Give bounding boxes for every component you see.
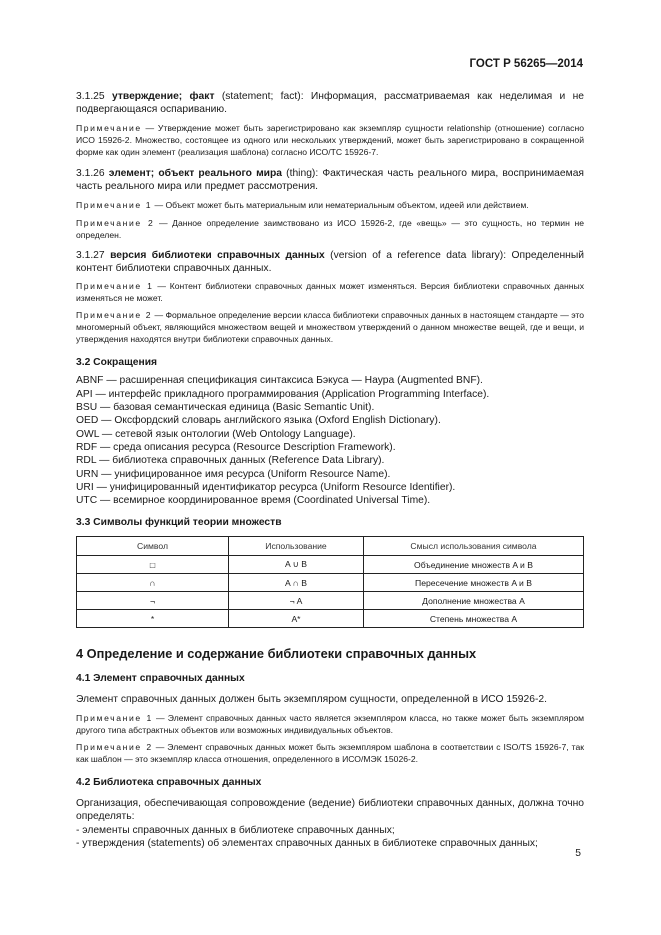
definition-number: 3.1.27 (76, 249, 105, 261)
paragraph: Организация, обеспечивающая сопровождение (ведение) библиотеки справочных данных, должна точно определять: (76, 797, 584, 823)
note-label: Примечание 2 (76, 217, 155, 228)
table-cell: ¬ (77, 592, 229, 610)
table-header: Смысл использования символа (364, 537, 584, 556)
chapter-title: 4 Определение и содержание библиотеки справочных данных (76, 646, 477, 662)
table-row (77, 574, 584, 592)
table-cell: A* (229, 610, 364, 628)
note (76, 712, 584, 736)
list-item: OED — Оксфордский словарь английского языка (Oxford English Dictionary). (76, 415, 441, 427)
note (76, 741, 584, 765)
list-item: UTC — всемирное координированное время (Coordinated Universal Time). (76, 495, 431, 507)
table-cell: Дополнение множества A (364, 592, 584, 610)
note-text: — Элемент справочных данных часто является экземпляром класса, но также может быть экземпляром другого типа абстрактных объектов или возможных индивидуальных объектов. (76, 712, 585, 735)
list-item: OWL — сетевой язык онтологии (Web Ontology Language). (76, 428, 356, 440)
definition-3-1-27 (76, 249, 584, 276)
definition-term: элемент; объект реального мира (108, 167, 283, 179)
table-cell: A ∩ B (229, 574, 364, 592)
table-header: Использование (229, 537, 364, 556)
note-text: — Объект может быть материальным или нематериальным объектом, идеей или действием. (152, 199, 529, 210)
note-label: Примечание 1 (76, 199, 153, 210)
table-row (77, 610, 584, 628)
section-title: 3.2 Сокращения (76, 357, 158, 369)
note-text: — Элемент справочных данных может быть экземпляром шаблона в соответствии с ISO/TS 15926-7, так как шаблон — это экземпляр класса отношения, определенного в ИСО/МЭК 15026-2. (76, 741, 585, 764)
note (76, 280, 584, 304)
table-cell: Степень множества A (364, 610, 584, 628)
note-label: Примечание 2 (76, 310, 153, 321)
list-item: URI — унифицированный идентификатор ресурса (Uniform Resource Identifier). (76, 481, 456, 493)
definition-body: (statement; fact): Информация, рассматриваемая как неделимая и не подвергающаяся оспариванию. (76, 91, 584, 116)
definition-3-1-25 (76, 90, 584, 117)
symbols-table (76, 536, 584, 628)
note (76, 122, 584, 158)
list-item: RDF — среда описания ресурса (Resource Description Framework). (76, 441, 396, 453)
table-header-row (77, 537, 584, 556)
note (76, 199, 584, 211)
table-cell: Объединение множеств A и B (364, 556, 584, 574)
standard-header: ГОСТ Р 56265—2014 (469, 58, 583, 70)
note-text: — Контент библиотеки справочных данных может изменяться. Версия библиотеки справочных данных изменяться не может. (76, 281, 584, 304)
table-cell: A ∪ B (229, 556, 364, 574)
note-text: — Формальное определение версии класса библиотеки справочных данных в настоящем стандарте — это многомерный объект, являющийся множеством вещей и множеством утверждений о данном множестве вещей, где и вещи, и утверждения находятся внутри библиотеки справочных данных. (76, 310, 585, 345)
note (76, 217, 584, 241)
table-row (77, 592, 584, 610)
list-item: API — интерфейс прикладного программирования (Application Programming Interface). (76, 388, 490, 400)
definition-term: версия библиотеки справочных данных (110, 249, 325, 261)
section-title: 3.3 Символы функций теории множеств (76, 517, 282, 529)
list-item: URN — унифицированное имя ресурса (Uniform Resource Name). (76, 468, 391, 480)
table-cell: ∩ (77, 574, 229, 592)
paragraph: Элемент справочных данных должен быть экземпляром сущности, определенной в ИСО 15926-2. (76, 694, 547, 706)
note-label: Примечание 1 (76, 281, 154, 292)
list-item: BSU — базовая семантическая единица (Basic Semantic Unit). (76, 402, 375, 414)
table-row (77, 556, 584, 574)
definition-body: (version of a reference data library): Определенный контент библиотеки справочных данных. (76, 249, 584, 275)
table-cell: □ (77, 556, 229, 574)
definition-term: утверждение; факт (111, 91, 215, 102)
table-cell: * (77, 610, 229, 628)
list-item: - утверждения (statements) об элементах справочных данных в библиотеке справочных данных; (76, 838, 538, 850)
table-cell: Пересечение множеств A и B (364, 574, 584, 592)
note-label: Примечание (76, 122, 142, 133)
page-number: 5 (575, 848, 581, 859)
note-label: Примечание 1 (76, 712, 153, 723)
section-title: 4.2 Библиотека справочных данных (76, 776, 262, 788)
table-header: Символ (77, 537, 229, 556)
list-item: ABNF — расширенная спецификация синтаксиса Бэкуса — Наура (Augmented BNF). (76, 375, 483, 387)
section-title: 4.1 Элемент справочных данных (76, 673, 245, 685)
list-item: RDL — библиотека справочных данных (Reference Data Library). (76, 455, 385, 467)
definition-3-1-26 (76, 167, 584, 194)
definition-body: (thing): Фактическая часть реального мира, воспринимаемая часть реального мира или предмет рассмотрения. (76, 167, 584, 193)
page-content (76, 90, 584, 850)
definition-number: 3.1.25 (76, 91, 105, 102)
list-item: - элементы справочных данных в библиотеке справочных данных; (76, 824, 395, 836)
table-cell: ¬ A (229, 592, 364, 610)
note-text: — Данное определение заимствовано из ИСО 15926-2, где «вещь» — это сущность, но термин не определен. (76, 217, 584, 240)
note (76, 309, 584, 345)
note-text: — Утверждение может быть зарегистрировано как экземпляр сущности relationship (отношение) согласно ИСО 15926-2. Множество, состоящее из одного или нескольких утверждений, может быть зарегистрировано в сокращенной форме как один элемент (реализация шаблона) согласно ИСО/ТС 15926-7. (76, 122, 584, 157)
note-label: Примечание 2 (76, 741, 153, 752)
definition-number: 3.1.26 (76, 167, 105, 179)
abbreviation-list (76, 374, 584, 507)
